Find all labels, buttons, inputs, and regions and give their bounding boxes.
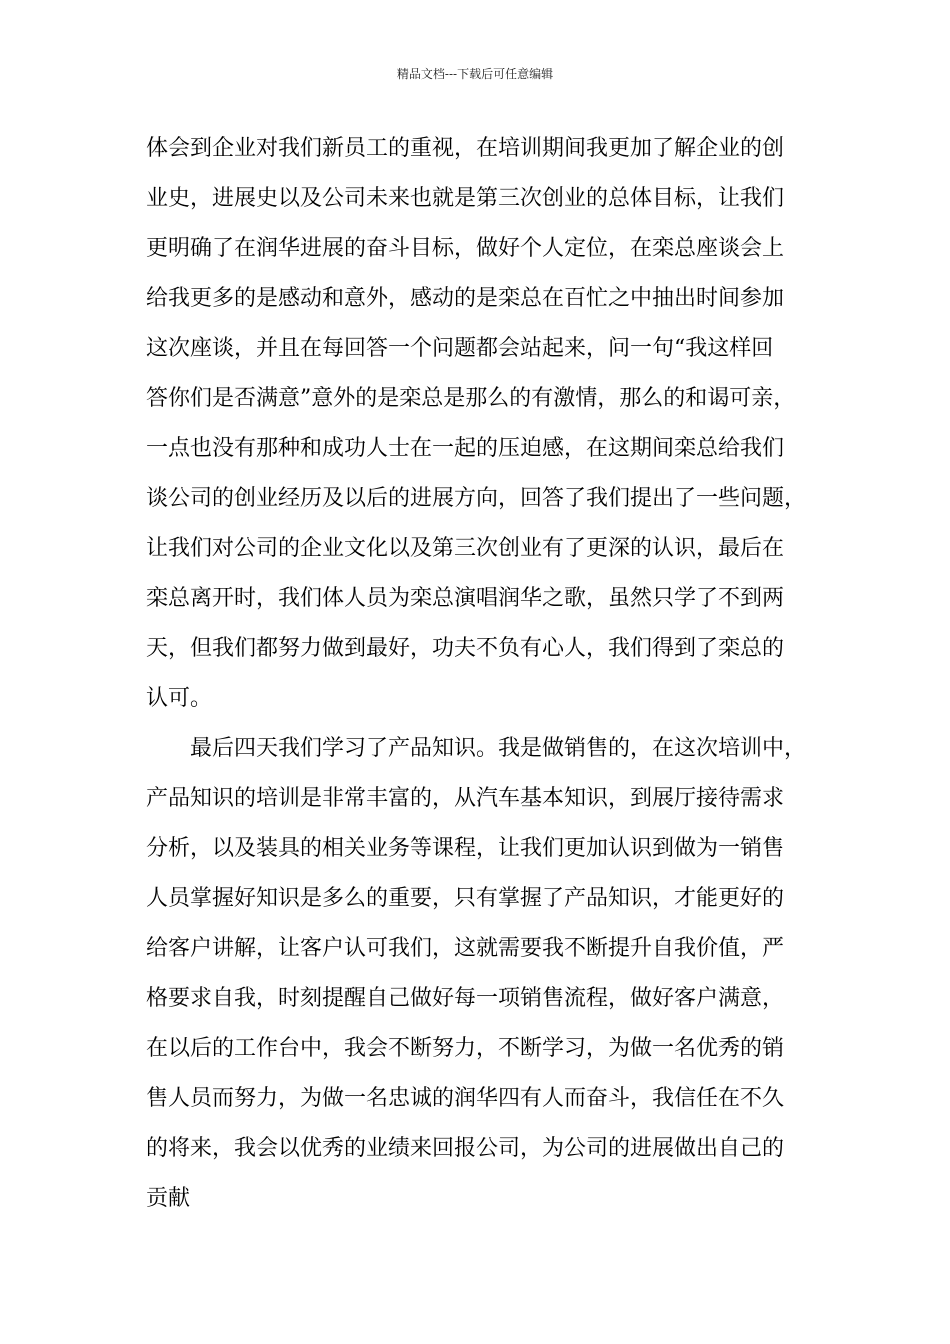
- text-line: 这次座谈，并且在每回答一个问题都会站起来，问一句“我这样回: [146, 336, 774, 361]
- text-line: 给我更多的是感动和意外，感动的是栾总在百忙之中抽出时间参加: [146, 286, 785, 311]
- paragraph-1: [146, 124, 836, 724]
- text-line: 栾总离开时，我们体人员为栾总演唱润华之歌，虽然只学了不到两: [146, 586, 785, 611]
- text-line: 最后四天我们学习了产品知识。我是做销售的，在这次培训中，: [190, 736, 807, 761]
- text-line: 谈公司的创业经历及以后的进展方向，回答了我们提出了一些问题，: [146, 486, 807, 511]
- text-line: 格要求自我，时刻提醒自己做好每一项销售流程，做好客户满意，: [146, 986, 785, 1011]
- text-line: 在以后的工作台中，我会不断努力，不断学习，为做一名优秀的销: [146, 1036, 785, 1061]
- text-line: 答你们是否满意”意外的是栾总是那么的有激情，那么的和谒可亲，: [146, 386, 796, 411]
- text-line: 售人员而努力，为做一名忠诚的润华四有人而奋斗，我信任在不久: [146, 1086, 785, 1111]
- text-line: 产品知识的培训是非常丰富的，从汽车基本知识，到展厅接待需求: [146, 786, 785, 811]
- text-line: 体会到企业对我们新员工的重视，在培训期间我更加了解企业的创: [146, 136, 785, 161]
- text-line: 人员掌握好知识是多么的重要，只有掌握了产品知识，才能更好的: [146, 886, 785, 911]
- text-line: 认可。: [146, 686, 213, 711]
- page-header: 精品文档---下载后可任意编辑: [396, 67, 554, 81]
- text-line: 一点也没有那种和成功人士在一起的压迫感，在这期间栾总给我们: [146, 436, 785, 461]
- text-line: 业史，进展史以及公司未来也就是第三次创业的总体目标，让我们: [146, 186, 785, 211]
- text-line: 给客户讲解，让客户认可我们，这就需要我不断提升自我价值，严: [146, 936, 785, 961]
- text-line: 的将来，我会以优秀的业绩来回报公司，为公司的进展做出自己的: [146, 1136, 785, 1161]
- text-line: 天，但我们都努力做到最好，功夫不负有心人，我们得到了栾总的: [146, 636, 785, 661]
- document-body: [146, 124, 836, 1224]
- text-line: 更明确了在润华进展的奋斗目标，做好个人定位，在栾总座谈会上: [146, 236, 785, 261]
- text-line: 贡献: [146, 1186, 191, 1211]
- paragraph-2: [146, 724, 836, 1224]
- text-line: 分析，以及装具的相关业务等课程，让我们更加认识到做为一销售: [146, 836, 785, 861]
- text-line: 让我们对公司的企业文化以及第三次创业有了更深的认识，最后在: [146, 536, 785, 561]
